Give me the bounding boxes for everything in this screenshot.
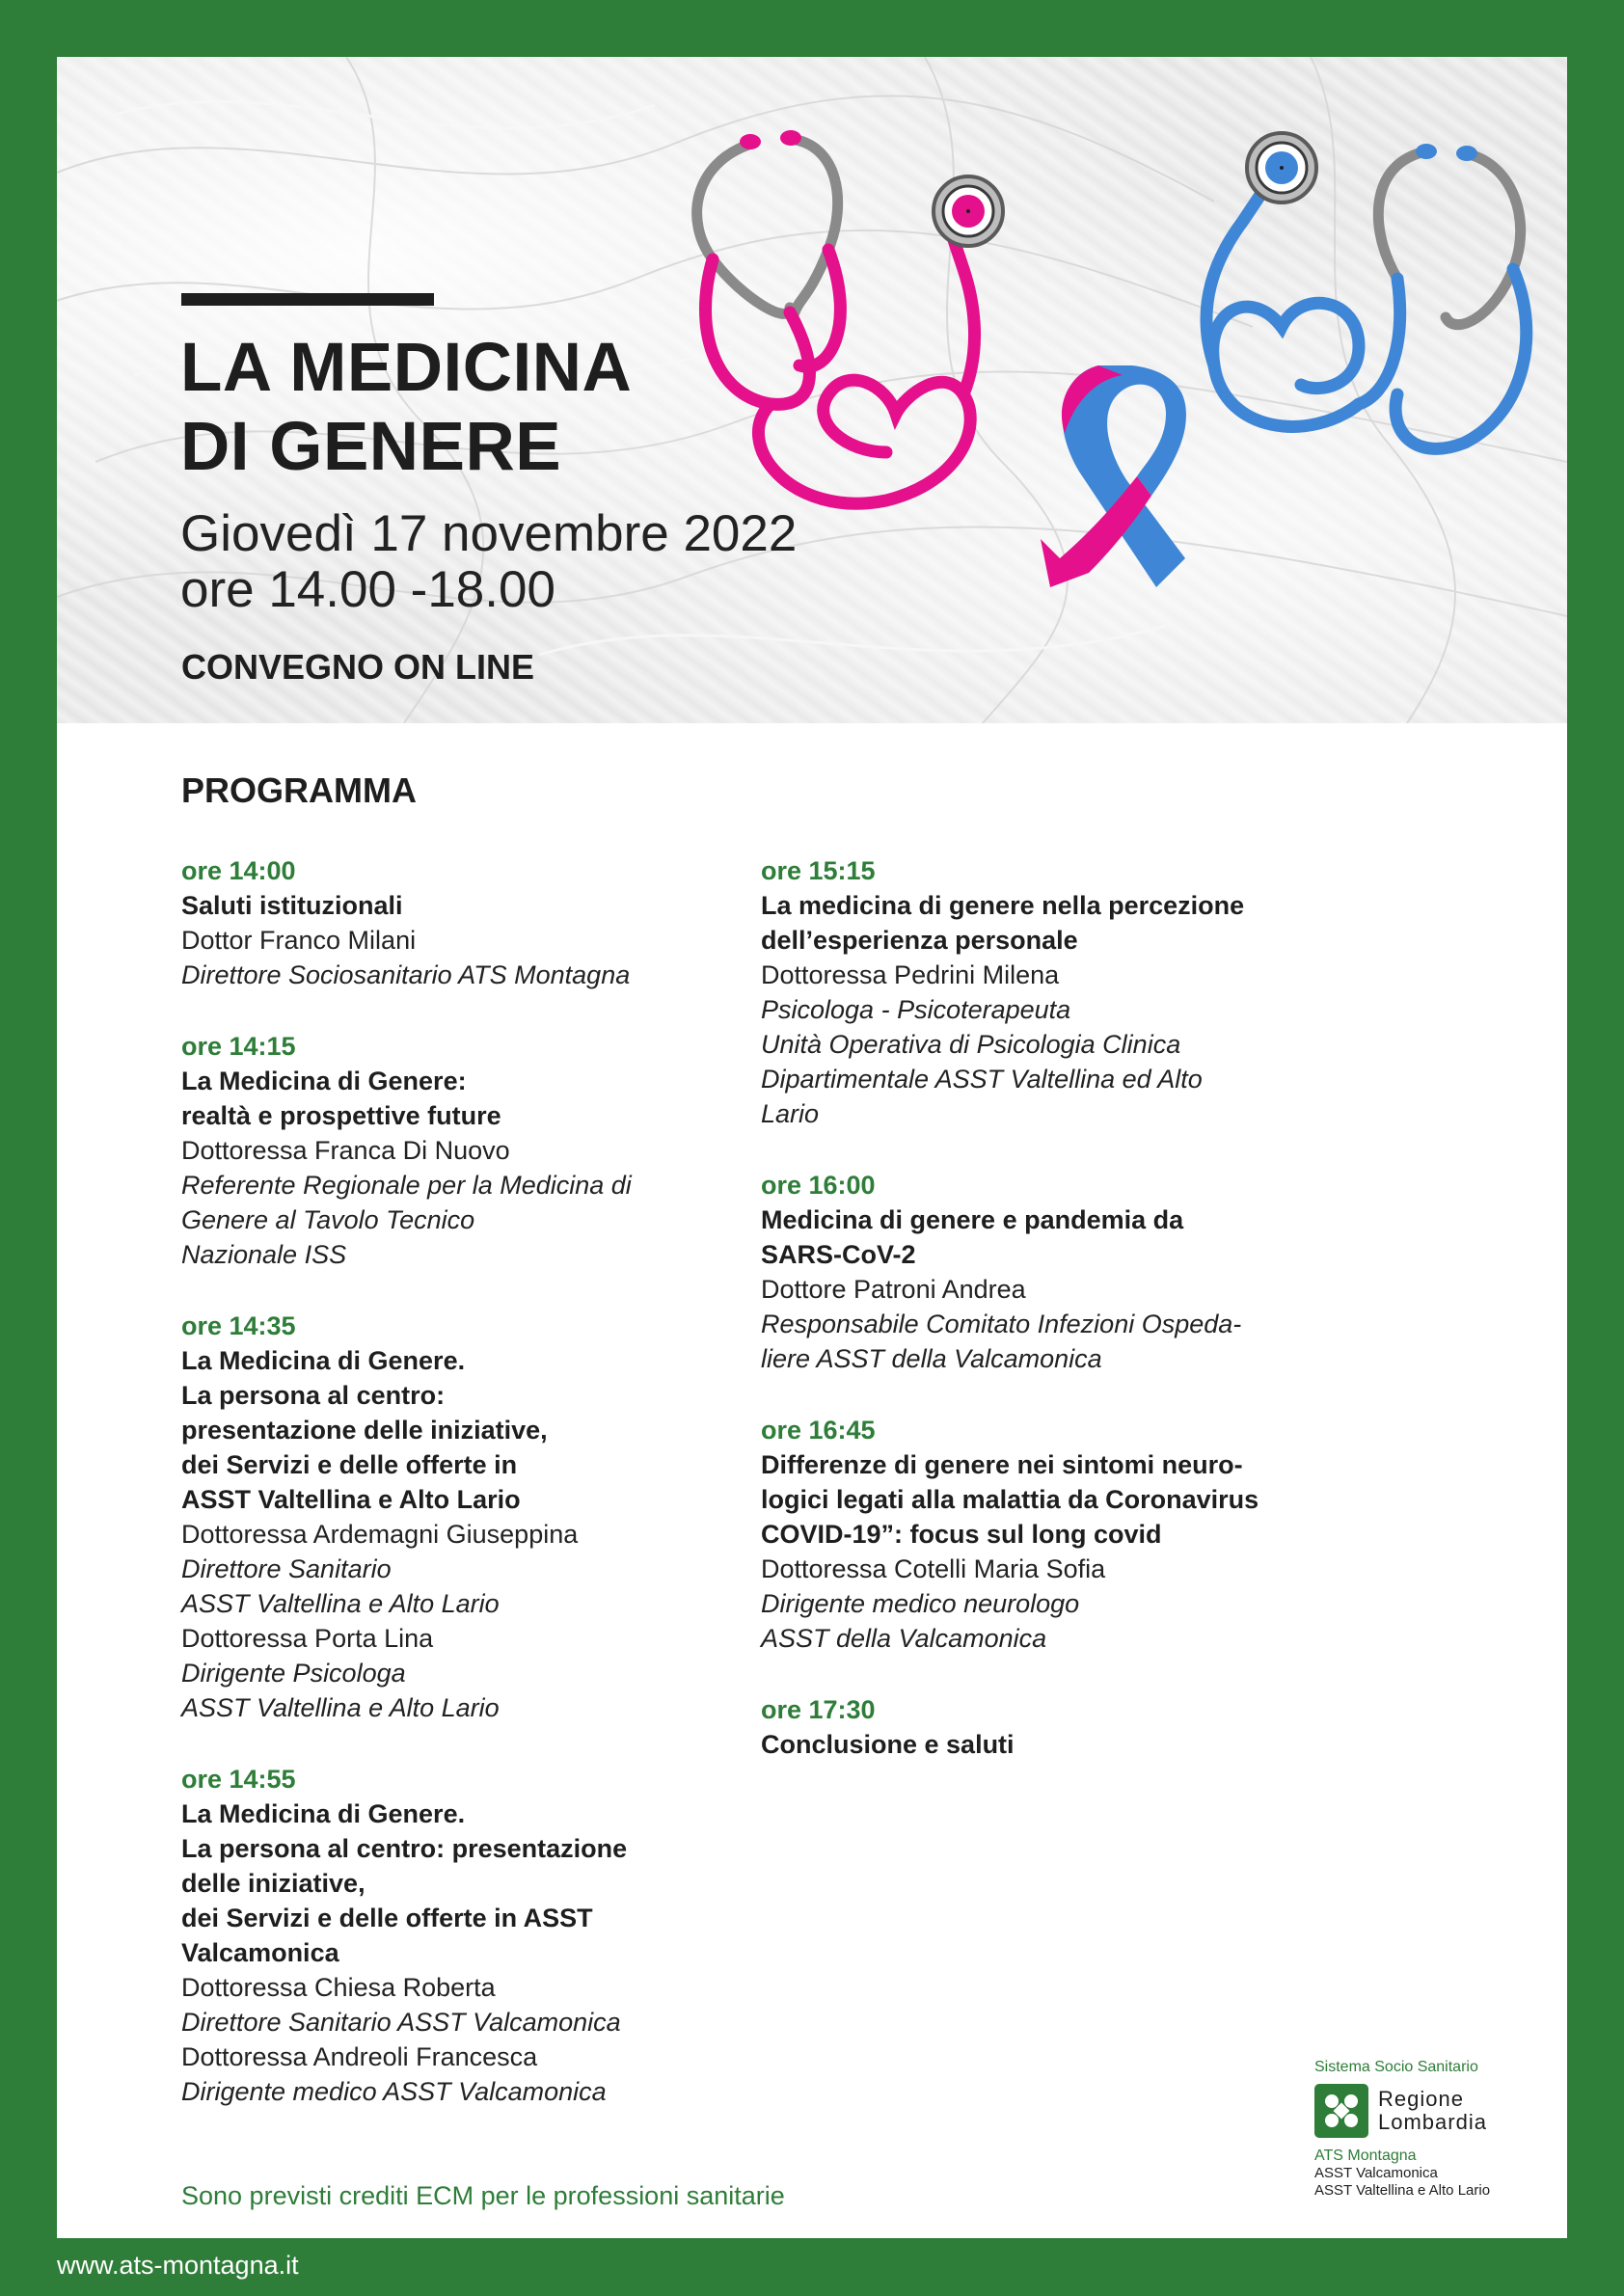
program-item xyxy=(761,1692,1320,1762)
speaker-name: Dottoressa Porta Lina xyxy=(181,1624,434,1653)
speaker-name: Dottor Franco Milani xyxy=(181,926,417,955)
regione-lombardia-logo xyxy=(1314,2059,1546,2200)
program-item-title: La Medicina di Genere. La persona al centro: presentazione delle iniziative, dei Servizi e delle offerte in ASST Valtellina e Alto Lario xyxy=(181,1346,548,1514)
speaker-name: Dottoressa Franca Di Nuovo xyxy=(181,1136,510,1165)
program-item-title: La medicina di genere nella percezione dell’esperienza personale xyxy=(761,891,1245,955)
speaker-role: Direttore Sanitario ASST Valcamonica xyxy=(181,2008,621,2037)
program-item-time: ore 17:30 xyxy=(761,1695,876,1724)
speaker-role: Direttore Sociosanitario ATS Montagna xyxy=(181,960,631,989)
speaker-role: Responsabile Comitato Infezioni Ospeda- liere ASST della Valcamonica xyxy=(761,1310,1242,1373)
program-item-time: ore 16:45 xyxy=(761,1416,876,1445)
logo-region-line2: Lombardia xyxy=(1378,2110,1487,2134)
program-item-time: ore 14:15 xyxy=(181,1032,296,1061)
ecm-credits-note: Sono previsti crediti ECM per le professioni sanitarie xyxy=(181,2181,785,2210)
program-item-time: ore 14:00 xyxy=(181,856,296,885)
regione-lombardia-logo-icon xyxy=(1314,2084,1368,2138)
program-item-title: Conclusione e saluti xyxy=(761,1730,1015,1759)
speaker-name: Dottoressa Andreoli Francesca xyxy=(181,2042,538,2071)
program-item xyxy=(181,1029,721,1272)
speaker-name: Dottoressa Cotelli Maria Sofia xyxy=(761,1554,1106,1583)
logo-asst-valtellina: ASST Valtellina e Alto Lario xyxy=(1314,2182,1491,2199)
speaker-name: Dottoressa Ardemagni Giuseppina xyxy=(181,1520,579,1549)
program-item-time: ore 16:00 xyxy=(761,1171,876,1200)
program-item xyxy=(181,1762,721,2109)
speaker-role: Dirigente Psicologa ASST Valtellina e Alto Lario xyxy=(181,1659,500,1722)
program-item xyxy=(761,1413,1320,1656)
program-item xyxy=(761,853,1320,1131)
event-title-line1: LA MEDICINA xyxy=(180,330,633,406)
website-link[interactable]: www.ats-montagna.it xyxy=(57,2251,299,2280)
event-date-line: Giovedì 17 novembre 2022 xyxy=(180,505,798,562)
logo-asst-valcamonica: ASST Valcamonica xyxy=(1314,2165,1438,2181)
speaker-role: Direttore Sanitario ASST Valtellina e Alto Lario xyxy=(181,1554,500,1618)
program-item xyxy=(181,853,721,992)
speaker-name: Dottore Patroni Andrea xyxy=(761,1275,1026,1304)
speaker-role: Dirigente medico ASST Valcamonica xyxy=(181,2077,607,2106)
event-title xyxy=(180,329,632,487)
speaker-role: Psicologa - Psicoterapeuta Unità Operativa di Psicologia Clinica Dipartimentale ASST Valtellina ed Alto Lario xyxy=(761,995,1203,1128)
program-item xyxy=(181,1309,721,1725)
event-date xyxy=(180,506,797,618)
logo-mark xyxy=(1314,2084,1546,2138)
logo-system-label: Sistema Socio Sanitario xyxy=(1314,2059,1478,2075)
stethoscope-blue-icon xyxy=(1166,76,1567,529)
speaker-role: Dirigente medico neurologo ASST della Valcamonica xyxy=(761,1589,1080,1653)
speaker-name: Dottoressa Pedrini Milena xyxy=(761,960,1060,989)
stethoscope-pink-icon xyxy=(674,76,1041,529)
program-item-time: ore 14:35 xyxy=(181,1311,296,1340)
program-item-title: Saluti istituzionali xyxy=(181,891,403,920)
speaker-role: Referente Regionale per la Medicina di Genere al Tavolo Tecnico Nazionale ISS xyxy=(181,1171,632,1269)
event-title-line2: DI GENERE xyxy=(180,409,562,485)
program-item-time: ore 14:55 xyxy=(181,1765,296,1794)
poster-sheet xyxy=(57,57,1567,2238)
program-item-title: La Medicina di Genere. La persona al centro: presentazione delle iniziative, dei Servizi e delle offerte in ASST Valcamonica xyxy=(181,1799,628,1967)
program-item xyxy=(761,1168,1320,1376)
logo-ats-label: ATS Montagna xyxy=(1314,2147,1417,2164)
logo-region-name xyxy=(1378,2088,1487,2134)
program-column-left xyxy=(181,853,721,2146)
program-heading: PROGRAMMA xyxy=(181,770,417,810)
speaker-name: Dottoressa Chiesa Roberta xyxy=(181,1973,496,2002)
title-accent-bar xyxy=(181,293,434,306)
hero-banner xyxy=(57,57,1567,723)
program-item-title: La Medicina di Genere: realtà e prospettive future xyxy=(181,1067,501,1130)
program-item-time: ore 15:15 xyxy=(761,856,876,885)
program-item-title: Medicina di genere e pandemia da SARS-CoV-2 xyxy=(761,1205,1184,1269)
event-time-line: ore 14.00 -18.00 xyxy=(180,561,555,618)
program-column-right xyxy=(761,853,1320,1798)
logo-region-line1: Regione xyxy=(1378,2087,1464,2111)
program-item-title: Differenze di genere nei sintomi neuro- logici legati alla malattia da Coronavirus COVID-19”: focus sul long covid xyxy=(761,1450,1259,1549)
event-format: CONVEGNO ON LINE xyxy=(181,647,535,687)
